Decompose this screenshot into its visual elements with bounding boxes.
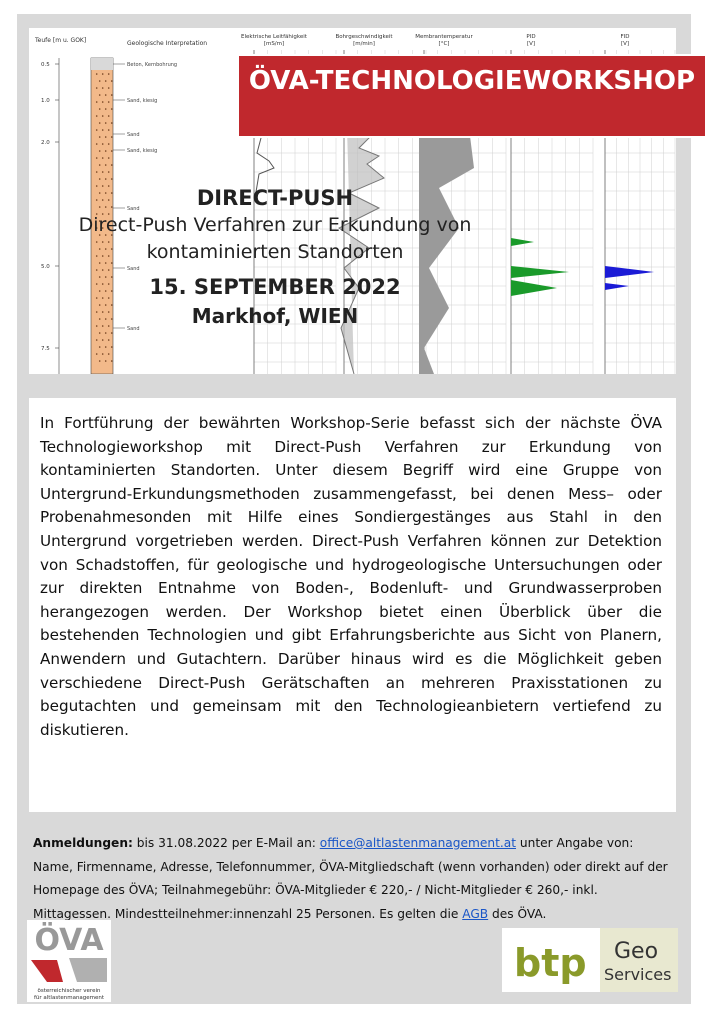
event-subtitle: Direct-Push Verfahren zur Erkundung von kontaminierten Standorten [78,214,472,263]
depth-tick-label: 7.5 [41,346,50,352]
hero-text [40,184,510,330]
depth-tick-label: 1.0 [41,98,50,104]
column-header: Bohrgeschwindigkeit [335,34,393,40]
column-header: FID [620,34,630,40]
layer-label: Sand [127,206,140,212]
ova-logo-mark: ÖVA [34,923,104,958]
fid-curve [605,266,654,290]
services-text: Services [604,965,672,984]
column-unit: [m/min] [353,41,375,47]
registration-label: Anmeldungen: [33,836,133,850]
layer-label: Sand [127,132,140,138]
depth-tick-label: 5.0 [41,264,50,270]
registration-text-1: bis 31.08.2022 per E-Mail an: [132,836,320,850]
geo-text: Geo [614,939,659,964]
layer-label: Beton, Kernbohrung [127,62,178,68]
btp-logo-mark: btp [514,941,587,985]
column-unit: [°C] [438,41,450,47]
column-header: PID [526,34,536,40]
ova-caption-2: für altlastenmanagement [33,995,105,1001]
btp-geo-services-logo [502,928,678,992]
layer-label: Sand, kiesig [127,98,158,104]
column-unit: [V] [620,41,630,47]
geology-header: Geologische Interpretation [127,40,208,47]
column-header: Elektrische Leitfähigkeit [241,34,307,40]
ova-logo [27,920,111,1002]
depth-header: Teufe [m u. GOK] [35,37,87,44]
column-header: Membrantemperatur [415,34,473,40]
registration-info [33,832,677,926]
layer-label: Sand [127,266,140,272]
layer-label: Sand, kiesig [127,148,158,154]
agb-link[interactable]: AGB [462,906,489,921]
workshop-banner: ÖVA-TECHNOLOGIEWORKSHOP [237,54,707,138]
layer-label: Sand [127,326,140,332]
event-title: DIRECT-PUSH [196,186,354,210]
column-unit: [mS/m] [263,41,285,47]
email-link[interactable]: office@altlastenmanagement.at [319,836,517,850]
depth-tick-label: 0.5 [41,62,50,68]
ova-caption-1: österreichischer verein [37,988,101,994]
description-text: In Fortführung der bewährten Workshop-Serie befasst sich der nächste ÖVA Technologieworkshop mit Direct-Push Verfahren zur Erkundung von kontaminierten Standorten. Unter diesem Begriff wird eine Gruppe von Untergrund-Erkundungsmethoden zusammengefasst, bei denen Mess– oder Probenahmesonden mit Hilfe eines Sondiergestänges aus Stahl in den Untergrund vorgetrieben werden. Direct-Push Verfahren können zur Detektion von Schadstoffen, für geologische und hydrogeologische Untersuchungen oder zur direkten Entnahme von Boden-, Bodenluft- und Grundwasserproben herangezogen werden. Der Workshop bietet einen Überblick über die bestehenden Technologien und gibt Erfahrungsberichte aus Sicht von Planern, Anwendern und Gutachtern. Darüber hinaus wird es die Möglichkeit geben verschiedene Direct-Push Gerätschaften an mehreren Praxisstationen zu begutachten und gemeinsam mit den Technologieanbietern vertiefend zu diskutieren. [40,414,662,739]
registration-text-2: unter Angabe von: Name, Firmenname, Adresse, Telefonnummer, ÖVA-Mitgliedschaft (wenn vorhanden) oder direkt auf der Homepage des ÖVA; Teilnahmegebühr: ÖVA-Mitglieder € 220,- / Nicht-Mitglieder € 260,- inkl. Mittagessen. Mindestteilnehmer:innenzahl 25 Personen. Es gelten die [33,836,668,921]
event-place: Markhof, WIEN [191,304,359,328]
registration-text-3: des ÖVA. [488,906,547,921]
depth-tick-label: 2.0 [41,140,50,146]
column-unit: [V] [526,41,536,47]
event-date: 15. SEPTEMBER 2022 [149,275,401,299]
